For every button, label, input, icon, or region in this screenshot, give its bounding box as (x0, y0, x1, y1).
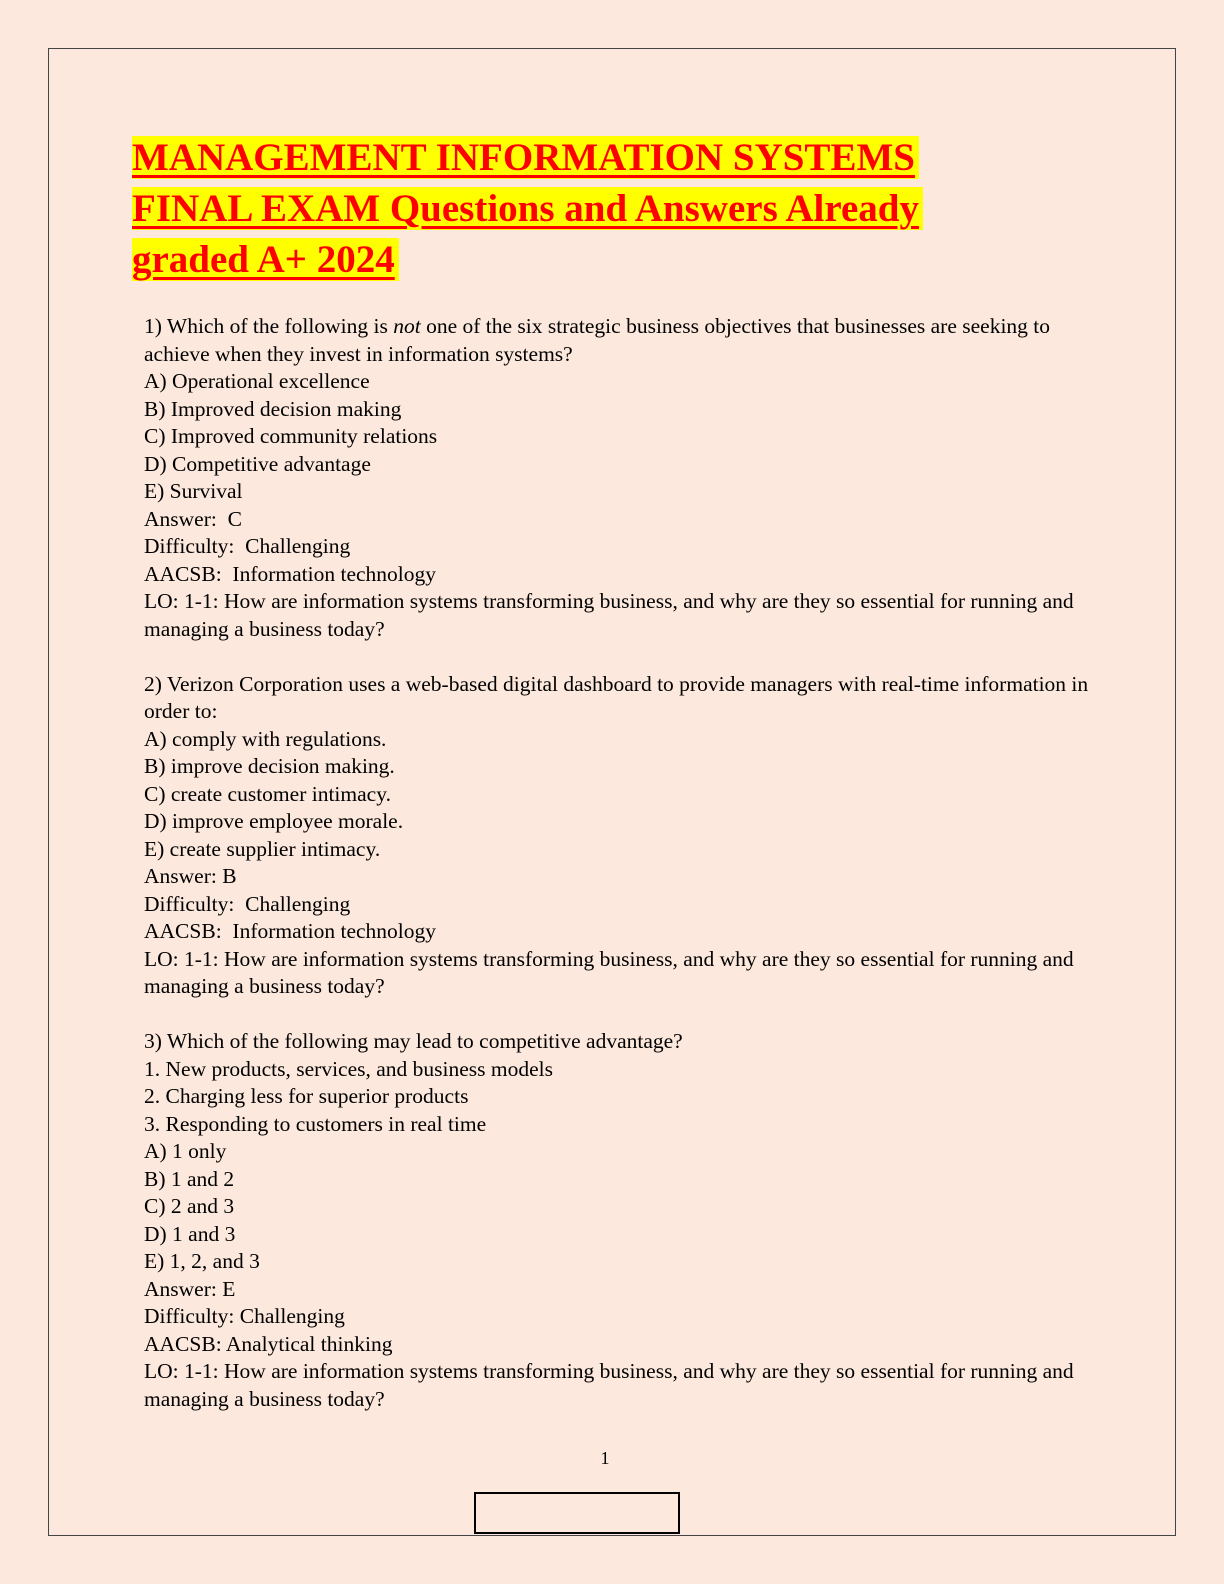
question-2 (144, 671, 1094, 1001)
option-a: A) comply with regulations. (144, 726, 387, 751)
option-a: A) 1 only (144, 1139, 227, 1163)
difficulty: Difficulty: Challenging (144, 891, 351, 916)
title-line-1: MANAGEMENT INFORMATION SYSTEMS (132, 132, 1092, 183)
question-1 (144, 313, 1094, 643)
page-number: 1 (600, 1448, 610, 1468)
learning-objective: LO: 1-1: How are information systems transforming business, and why are they so essential for running and managing a business today? (144, 1359, 1080, 1411)
option-c: C) 2 and 3 (144, 1194, 235, 1218)
stem-emphasis: not (393, 314, 421, 338)
question-stem: 2) Verizon Corporation uses a web-based digital dashboard to provide managers with real-time information in order to: (144, 671, 1094, 723)
question-3 (144, 1028, 1094, 1413)
list-item-3: 3. Responding to customers in real time (144, 1111, 487, 1136)
document-title (132, 132, 1092, 285)
option-b: B) Improved decision making (144, 396, 402, 421)
learning-objective: LO: 1-1: How are information systems transforming business, and why are they so essential for running and managing a business today? (144, 589, 1080, 641)
question-stem: 1) Which of the following is not one of the six strategic business objectives that businesses are seeking to achieve when they invest in information systems? (144, 314, 1056, 366)
option-b: B) 1 and 2 (144, 1166, 235, 1191)
title-line-3: graded A+ 2024 (132, 234, 1092, 285)
option-e: E) 1, 2, and 3 (144, 1249, 260, 1273)
list-item-1: 1. New products, services, and business models (144, 1056, 554, 1081)
question-list (144, 313, 1094, 1441)
option-b: B) improve decision making. (144, 754, 395, 778)
option-d: D) improve employee morale. (144, 809, 404, 833)
option-e: E) create supplier intimacy. (144, 836, 381, 861)
aacsb: AACSB: Information technology (144, 919, 437, 943)
option-e: E) Survival (144, 479, 243, 503)
difficulty: Difficulty: Challenging (144, 534, 351, 558)
question-stem: 3) Which of the following may lead to competitive advantage? (144, 1029, 683, 1053)
option-c: C) Improved community relations (144, 424, 438, 448)
answer: Answer: B (144, 864, 237, 888)
learning-objective: LO: 1-1: How are information systems transforming business, and why are they so essential for running and managing a business today? (144, 946, 1080, 998)
aacsb: AACSB: Analytical thinking (144, 1331, 393, 1356)
option-a: A) Operational excellence (144, 369, 370, 393)
difficulty: Difficulty: Challenging (144, 1304, 345, 1328)
title-line-2: FINAL EXAM Questions and Answers Already (132, 183, 1092, 234)
aacsb: AACSB: Information technology (144, 561, 437, 586)
option-d: D) Competitive advantage (144, 451, 371, 476)
option-c: C) create customer intimacy. (144, 781, 391, 806)
answer: Answer: C (144, 506, 242, 531)
list-item-2: 2. Charging less for superior products (144, 1084, 469, 1108)
answer: Answer: E (144, 1276, 236, 1301)
footer-box (474, 1492, 680, 1534)
option-d: D) 1 and 3 (144, 1221, 236, 1246)
